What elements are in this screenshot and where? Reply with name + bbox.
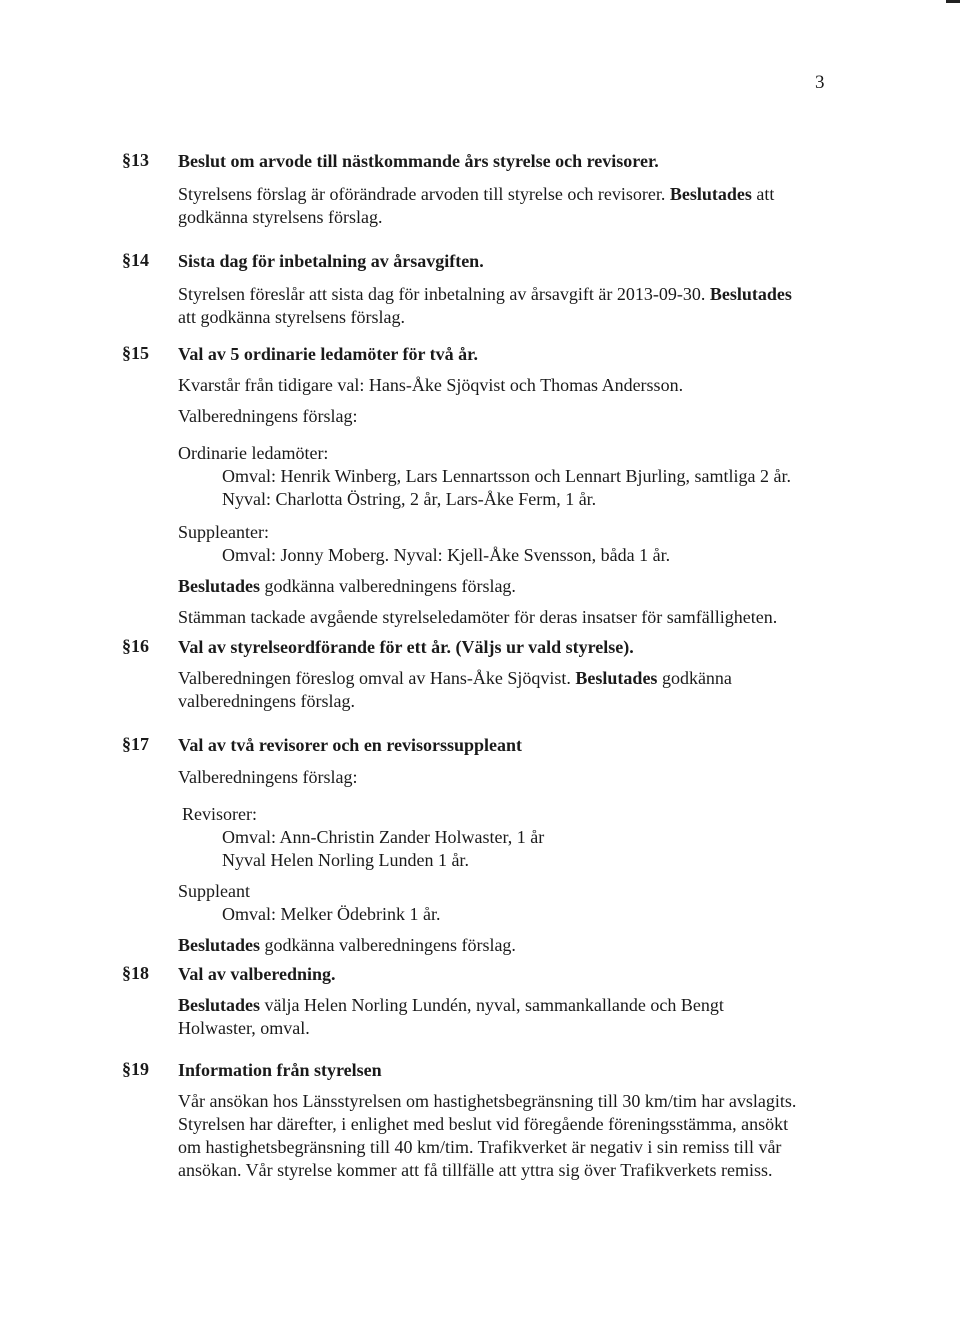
paragraph-line: Valberedningens förslag: (178, 767, 358, 787)
paragraph-line: Nyval: Charlotta Östring, 2 år, Lars-Åke Ferm, 1 år. (222, 489, 597, 509)
paragraph-line: ansökan. Vår styrelse kommer att få tillfälle att yttra sig över Trafikverkets remiss. (178, 1160, 773, 1180)
paragraph-line: att godkänna styrelsens förslag. (178, 307, 405, 327)
paragraph-line: Valberedningen föreslog omval av Hans-Åke Sjöqvist. Beslutades godkänna (178, 668, 732, 688)
section-number: §14 (122, 250, 149, 270)
paragraph-line: om hastighetsbegränsning till 40 km/tim. Trafikverket är negativ i sin remiss till vår (178, 1137, 782, 1157)
section-number: §15 (122, 343, 149, 363)
section-title: Val av valberedning. (178, 964, 336, 984)
paragraph-line: Beslutades välja Helen Norling Lundén, nyval, sammankallande och Bengt (178, 995, 724, 1015)
paragraph-line: Beslutades godkänna valberedningens förslag. (178, 576, 516, 596)
section-title: Val av styrelseordförande för ett år. (Väljs ur vald styrelse). (178, 637, 634, 657)
section-number: §17 (122, 734, 149, 754)
section-number: §18 (122, 963, 149, 983)
paragraph-line: valberedningens förslag. (178, 691, 355, 711)
paragraph-line: Omval: Melker Ödebrink 1 år. (222, 904, 441, 924)
section-number: §19 (122, 1059, 149, 1079)
paragraph-line: Suppleant (178, 881, 250, 901)
paragraph-line: Revisorer: (182, 804, 257, 824)
paragraph-line: Ordinarie ledamöter: (178, 443, 329, 463)
section-title: Sista dag för inbetalning av årsavgiften. (178, 251, 484, 271)
paragraph-line: Kvarstår från tidigare val: Hans-Åke Sjöqvist och Thomas Andersson. (178, 375, 684, 395)
section-title: Val av två revisorer och en revisorssuppleant (178, 735, 523, 755)
section-title: Information från styrelsen (178, 1060, 382, 1080)
corner-mark (946, 0, 960, 3)
paragraph-line: Valberedningens förslag: (178, 406, 358, 426)
paragraph-line: Holwaster, omval. (178, 1018, 310, 1038)
paragraph-line: Vår ansökan hos Länsstyrelsen om hastighetsbegränsning till 30 km/tim har avslagits. (178, 1091, 797, 1111)
paragraph-line: Styrelsen föreslår att sista dag för inbetalning av årsavgift är 2013-09-30. Beslutades (178, 284, 792, 304)
paragraph-line: Omval: Henrik Winberg, Lars Lennartsson och Lennart Bjurling, samtliga 2 år. (222, 466, 791, 486)
paragraph-line: Omval: Ann-Christin Zander Holwaster, 1 år (222, 827, 545, 847)
section-title: Beslut om arvode till nästkommande års styrelse och revisorer. (178, 151, 659, 171)
paragraph-line: Beslutades godkänna valberedningens förslag. (178, 935, 516, 955)
paragraph-line: Styrelsen har därefter, i enlighet med beslut vid föregående föreningsstämma, ansökt (178, 1114, 789, 1134)
paragraph-line: Stämman tackade avgående styrelseledamöter för deras insatser för samfälligheten. (178, 607, 778, 627)
paragraph-line: Nyval Helen Norling Lunden 1 år. (222, 850, 469, 870)
paragraph-line: Styrelsens förslag är oförändrade arvoden till styrelse och revisorer. Beslutades att (178, 184, 775, 204)
section-title: Val av 5 ordinarie ledamöter för två år. (178, 344, 478, 364)
paragraph-line: godkänna styrelsens förslag. (178, 207, 383, 227)
section-number: §16 (122, 636, 149, 656)
page-number: 3 (815, 72, 825, 93)
section-number: §13 (122, 150, 149, 170)
paragraph-line: Omval: Jonny Moberg. Nyval: Kjell-Åke Svensson, båda 1 år. (222, 545, 671, 565)
paragraph-line: Suppleanter: (178, 522, 269, 542)
